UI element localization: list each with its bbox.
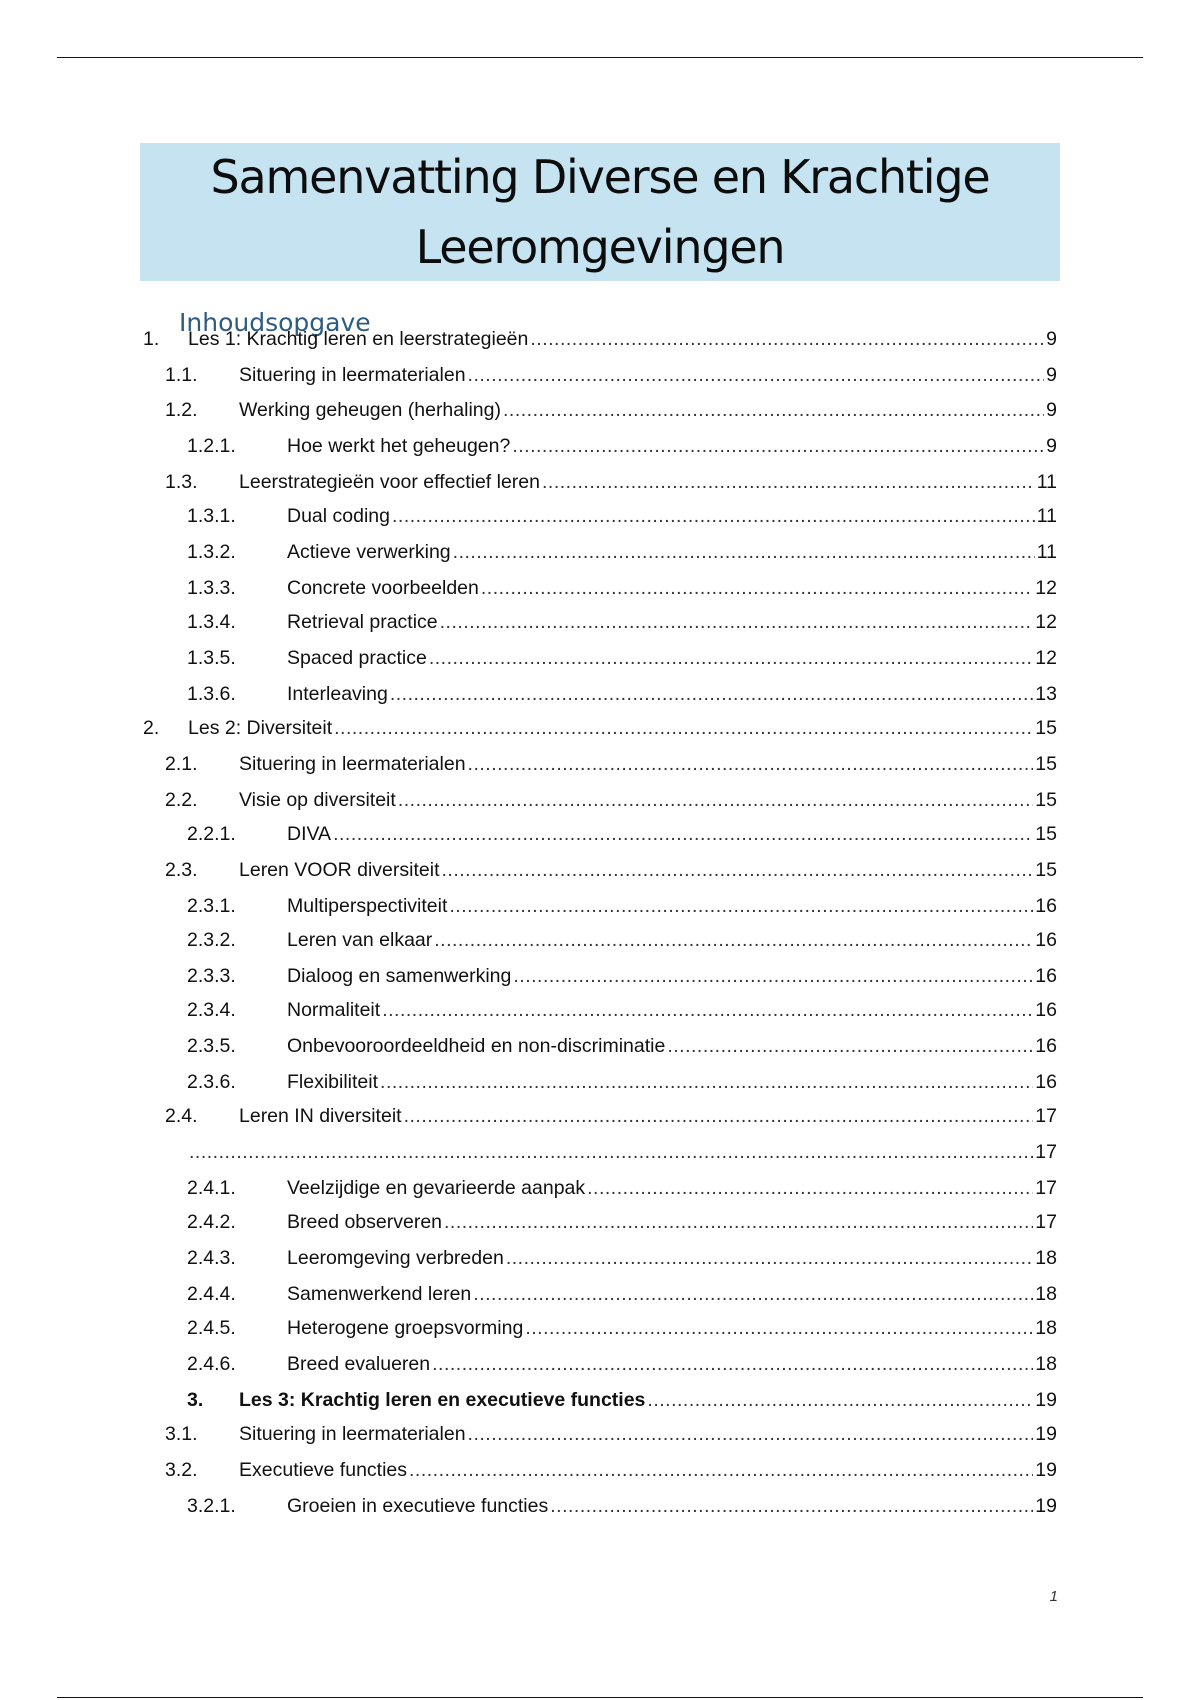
toc-entry-number: 2.2.1. [187, 823, 236, 845]
toc-entry-page: 15 [1035, 753, 1057, 775]
toc-dot-leader [189, 1141, 1033, 1164]
toc-entry[interactable] [187, 1035, 1057, 1061]
toc-entry-number: 1.2.1. [187, 435, 236, 457]
toc-entry-label: DIVA [287, 823, 332, 845]
toc-dot-leader [647, 1389, 1033, 1412]
toc-entry-label: Leren VOOR diversiteit [239, 859, 440, 881]
toc-entry-number: 1.3.5. [187, 647, 236, 669]
header-rule [57, 57, 1143, 58]
toc-entry-label: Interleaving [287, 683, 388, 705]
toc-dot-leader [409, 1459, 1033, 1482]
toc-entry-number: 1.3.6. [187, 683, 236, 705]
toc-dot-leader [468, 753, 1034, 776]
toc-entry-number: 2. [143, 717, 160, 739]
toc-dot-leader [434, 929, 1033, 952]
toc-entry-page: 11 [1036, 505, 1057, 527]
toc-entry[interactable] [187, 929, 1057, 955]
toc-entry[interactable] [187, 823, 1057, 849]
toc-entry-label: Visie op diversiteit [239, 789, 396, 811]
toc-entry-page: 18 [1035, 1353, 1057, 1375]
toc-entry[interactable] [165, 399, 1057, 425]
toc-entry-page: 9 [1046, 435, 1057, 457]
toc-entry-page: 11 [1036, 541, 1057, 563]
toc-entry-number: 2.4.4. [187, 1283, 236, 1305]
toc-entry-page: 9 [1046, 328, 1057, 350]
toc-entry-label: Situering in leermaterialen [239, 753, 466, 775]
toc-entry-page: 13 [1035, 683, 1057, 705]
toc-dot-leader [404, 1105, 1034, 1128]
toc-entry-label: Breed observeren [287, 1211, 443, 1233]
toc-entry[interactable] [165, 1459, 1057, 1485]
toc-entry[interactable] [187, 1141, 1057, 1167]
toc-entry-number: 2.3.5. [187, 1035, 236, 1057]
toc-entry-number: 2.4.5. [187, 1317, 236, 1339]
toc-entry[interactable] [187, 1317, 1057, 1343]
toc-entry-page: 15 [1035, 789, 1057, 811]
toc-entry-label: Les 1: Krachtig leren en leerstrategieën [188, 328, 529, 350]
toc-entry-label: Hoe werkt het geheugen? [287, 435, 511, 457]
toc-entry[interactable] [187, 999, 1057, 1025]
toc-entry-label: Groeien in executieve functies [287, 1495, 549, 1517]
toc-entry-label: Situering in leermaterialen [239, 364, 466, 386]
toc-entry[interactable] [187, 647, 1057, 673]
toc-entry-number: 2.3.3. [187, 965, 236, 987]
toc-dot-leader [333, 823, 1033, 846]
toc-entry-page: 17 [1035, 1141, 1057, 1163]
toc-entry-number: 1.3.3. [187, 577, 236, 599]
document-title: Samenvatting Diverse en Krachtige Leeromgevingen [210, 150, 990, 274]
toc-entry[interactable] [187, 505, 1057, 531]
toc-dot-leader [429, 647, 1033, 670]
toc-dot-leader [667, 1035, 1033, 1058]
toc-entry[interactable] [187, 435, 1057, 461]
toc-entry[interactable] [143, 328, 1057, 354]
toc-entry-page: 15 [1035, 859, 1057, 881]
toc-entry[interactable] [187, 1177, 1057, 1203]
toc-entry[interactable] [143, 717, 1057, 743]
toc-entry-page: 19 [1035, 1459, 1057, 1481]
toc-entry-page: 18 [1035, 1283, 1057, 1305]
toc-entry-label: Leren IN diversiteit [239, 1105, 402, 1127]
toc-entry-number: 1.3.1. [187, 505, 236, 527]
toc-heading: Inhoudsopgave [179, 308, 371, 337]
toc-entry-number: 1.3.2. [187, 541, 236, 563]
toc-entry-number: 2.1. [165, 753, 198, 775]
toc-entry-number: 2.4. [165, 1105, 198, 1127]
toc-entry-number: 2.3.6. [187, 1071, 236, 1093]
toc-dot-leader [503, 399, 1044, 422]
toc-entry-label: Actieve verwerking [287, 541, 451, 563]
toc-entry-page: 16 [1035, 929, 1057, 951]
toc-entry-page: 15 [1035, 717, 1057, 739]
toc-dot-leader [513, 965, 1033, 988]
toc-dot-leader [444, 1211, 1033, 1234]
toc-entry-label: Leerstrategieën voor effectief leren [239, 471, 540, 493]
toc-dot-leader [468, 1423, 1034, 1446]
toc-entry-number: 3. [187, 1389, 204, 1411]
toc-entry-label: Multiperspectiviteit [287, 895, 448, 917]
toc-dot-leader [392, 505, 1035, 528]
toc-entry-page: 15 [1035, 823, 1057, 845]
toc-entry-number: 2.3.4. [187, 999, 236, 1021]
footer-rule [57, 1697, 1143, 1698]
toc-dot-leader [440, 611, 1034, 634]
toc-entry-number: 1.1. [165, 364, 198, 386]
toc-entry[interactable] [165, 1423, 1057, 1449]
toc-entry[interactable] [187, 541, 1057, 567]
toc-entry-label: Onbevooroordeeldheid en non-discriminatie [287, 1035, 666, 1057]
toc-entry[interactable] [165, 789, 1057, 815]
toc-entry-number: 2.4.1. [187, 1177, 236, 1199]
toc-dot-leader [382, 999, 1033, 1022]
toc-entry-number: 1.2. [165, 399, 198, 421]
toc-entry-label: Samenwerkend leren [287, 1283, 472, 1305]
toc-entry-page: 11 [1036, 471, 1057, 493]
toc-entry-label: Les 2: Diversiteit [188, 717, 333, 739]
toc-dot-leader [481, 577, 1033, 600]
toc-entry[interactable] [187, 1353, 1057, 1379]
toc-entry[interactable] [187, 683, 1057, 709]
toc-entry[interactable] [165, 471, 1057, 497]
toc-entry[interactable] [187, 1247, 1057, 1273]
toc-entry-number: 2.4.2. [187, 1211, 236, 1233]
toc-dot-leader [334, 717, 1033, 740]
toc-entry-number: 3.2. [165, 1459, 198, 1481]
toc-entry-page: 18 [1035, 1247, 1057, 1269]
toc-entry[interactable] [187, 1283, 1057, 1309]
toc-dot-leader [442, 859, 1034, 882]
toc-entry-page: 12 [1035, 577, 1057, 599]
toc-entry-page: 9 [1046, 399, 1057, 421]
toc-entry-label: Spaced practice [287, 647, 427, 669]
toc-entry-page: 16 [1035, 1071, 1057, 1093]
toc-dot-leader [390, 683, 1033, 706]
toc-entry-number: 1. [143, 328, 160, 350]
toc-entry-label: Werking geheugen (herhaling) [239, 399, 501, 421]
toc-entry-page: 16 [1035, 999, 1057, 1021]
toc-entry-page: 17 [1035, 1105, 1057, 1127]
toc-entry-page: 16 [1035, 965, 1057, 987]
toc-entry-label: Les 3: Krachtig leren en executieve functies [239, 1389, 646, 1411]
toc-dot-leader [432, 1353, 1033, 1376]
toc-entry-number: 1.3. [165, 471, 198, 493]
toc-dot-leader [512, 435, 1044, 458]
toc-entry[interactable] [187, 577, 1057, 603]
toc-dot-leader [542, 471, 1035, 494]
toc-entry-label: Executieve functies [239, 1459, 408, 1481]
toc-entry[interactable] [187, 1389, 1057, 1415]
toc-entry-label: Dialoog en samenwerking [287, 965, 512, 987]
toc-entry-page: 12 [1035, 647, 1057, 669]
toc-entry-label: Situering in leermaterialen [239, 1423, 466, 1445]
toc-entry-label: Normaliteit [287, 999, 381, 1021]
toc-entry-page: 9 [1046, 364, 1057, 386]
toc-dot-leader [473, 1283, 1033, 1306]
toc-entry-number: 3.1. [165, 1423, 198, 1445]
toc-entry-page: 19 [1035, 1389, 1057, 1411]
toc-entry-page: 17 [1035, 1211, 1057, 1233]
toc-dot-leader [506, 1247, 1033, 1270]
toc-entry-number: 3.2.1. [187, 1495, 236, 1517]
toc-dot-leader [525, 1317, 1033, 1340]
page-number: 1 [1049, 1588, 1058, 1605]
toc-entry-label: Breed evalueren [287, 1353, 431, 1375]
toc-entry-page: 19 [1035, 1423, 1057, 1445]
toc-dot-leader [587, 1177, 1033, 1200]
toc-entry-number: 2.3.1. [187, 895, 236, 917]
toc-dot-leader [380, 1071, 1033, 1094]
toc-entry-page: 19 [1035, 1495, 1057, 1517]
toc-entry-number: 2.4.3. [187, 1247, 236, 1269]
toc-entry-number: 2.2. [165, 789, 198, 811]
toc-entry-label: Concrete voorbeelden [287, 577, 479, 599]
toc-entry-page: 18 [1035, 1317, 1057, 1339]
toc-entry[interactable] [165, 859, 1057, 885]
toc-entry[interactable] [165, 753, 1057, 779]
toc-dot-leader [453, 541, 1035, 564]
toc-dot-leader [449, 895, 1033, 918]
toc-entry-page: 16 [1035, 895, 1057, 917]
toc-entry-label: Retrieval practice [287, 611, 438, 633]
toc-entry[interactable] [165, 364, 1057, 390]
toc-entry-page: 12 [1035, 611, 1057, 633]
toc-entry[interactable] [187, 611, 1057, 637]
toc-entry-label: Leeromgeving verbreden [287, 1247, 504, 1269]
toc-dot-leader [550, 1495, 1033, 1518]
toc-entry-label: Dual coding [287, 505, 390, 527]
toc-entry-label: Leren van elkaar [287, 929, 433, 951]
toc-entry-number: 2.3. [165, 859, 198, 881]
toc-dot-leader [468, 364, 1045, 387]
toc-entry[interactable] [187, 895, 1057, 921]
toc-entry[interactable] [187, 1495, 1057, 1521]
toc-entry-label: Veelzijdige en gevarieerde aanpak [287, 1177, 586, 1199]
toc-entry[interactable] [187, 1071, 1057, 1097]
toc-entry-number: 2.4.6. [187, 1353, 236, 1375]
toc-entry-number: 1.3.4. [187, 611, 236, 633]
title-banner [140, 143, 1060, 281]
toc-entry-number: 2.3.2. [187, 929, 236, 951]
toc-entry[interactable] [165, 1105, 1057, 1131]
toc-entry-page: 17 [1035, 1177, 1057, 1199]
toc-entry[interactable] [187, 1211, 1057, 1237]
toc-entry-page: 16 [1035, 1035, 1057, 1057]
toc-entry[interactable] [187, 965, 1057, 991]
toc-entry-label: Flexibiliteit [287, 1071, 379, 1093]
toc-dot-leader [530, 328, 1044, 351]
toc-entry-label: Heterogene groepsvorming [287, 1317, 524, 1339]
toc-dot-leader [398, 789, 1033, 812]
